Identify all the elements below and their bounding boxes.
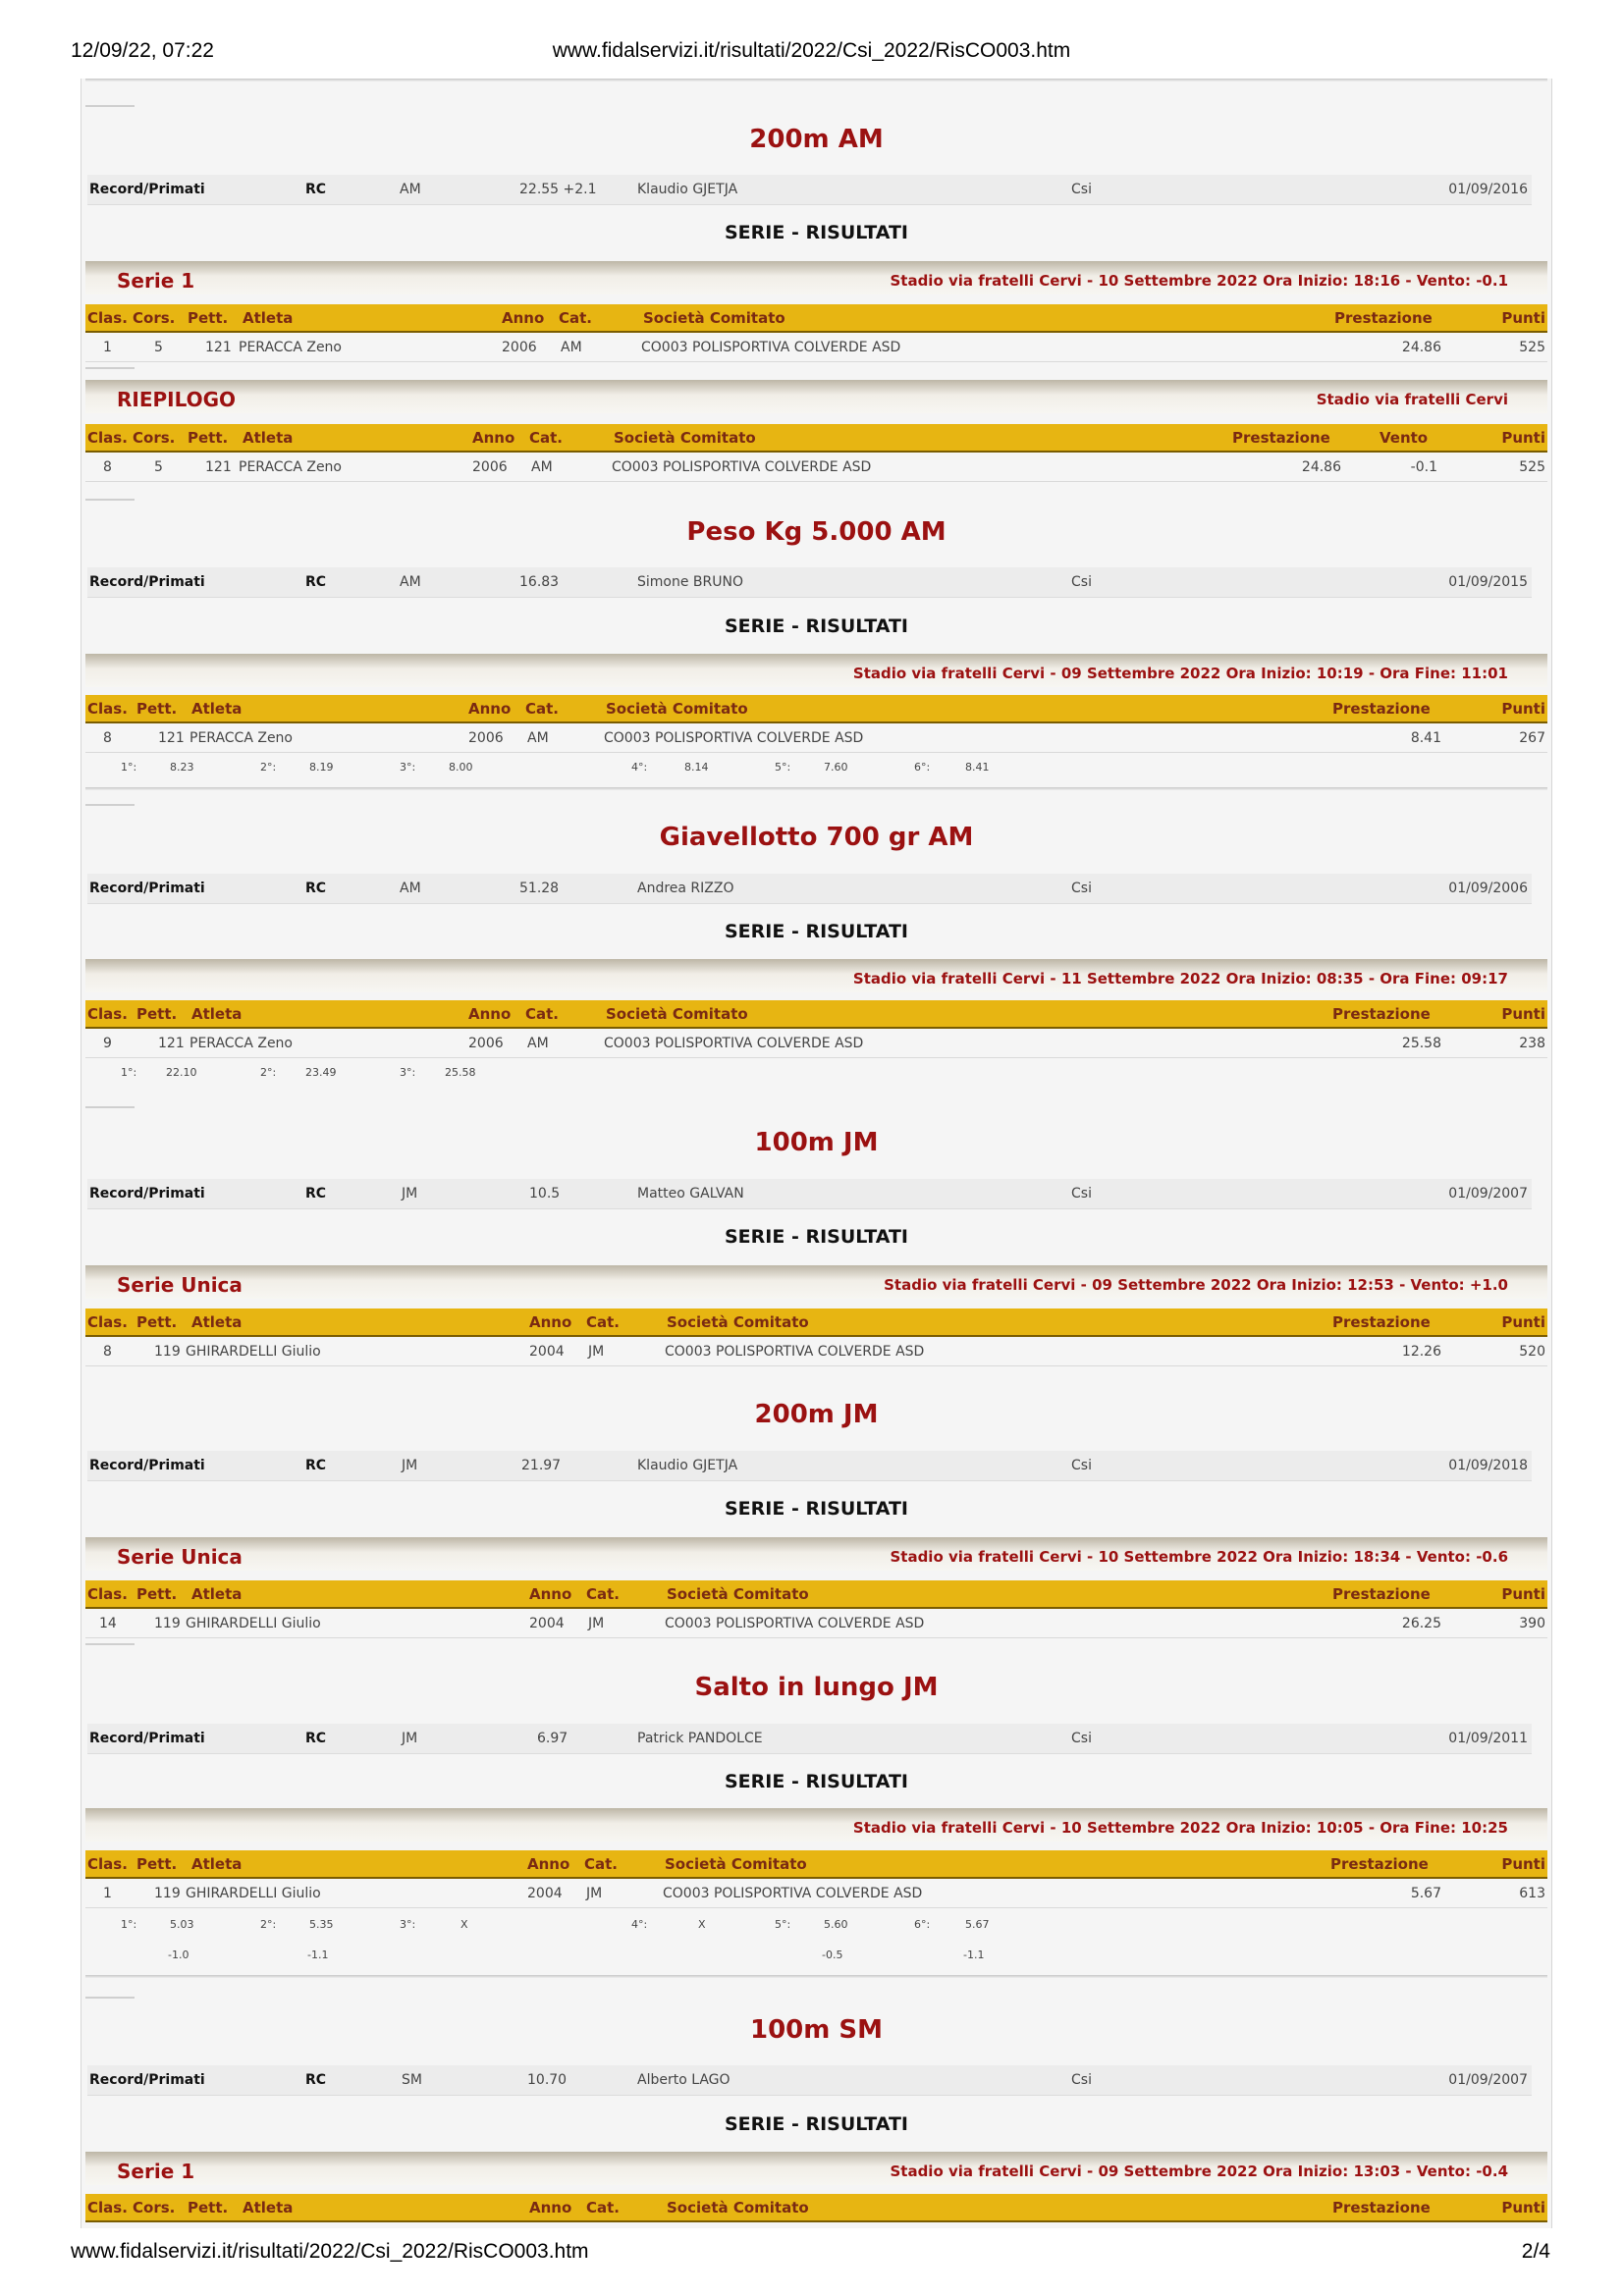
cell-atleta: PERACCA Zeno: [239, 459, 342, 475]
col-cors: Cors.: [133, 309, 176, 327]
cell-pett: 121: [158, 730, 185, 746]
record-athlete: Matteo GALVAN: [637, 1186, 744, 1201]
col-prestazione: Prestazione: [1330, 1855, 1429, 1873]
record-athlete: Alberto LAGO: [637, 2072, 730, 2088]
cell-societa: CO003 POLISPORTIVA COLVERDE ASD: [641, 340, 901, 355]
cell-clas: 14: [99, 1616, 117, 1631]
cell-prestazione: 26.25: [1401, 1616, 1441, 1631]
record-row: [87, 567, 1532, 598]
col-punti: Punti: [1501, 1585, 1545, 1603]
record-row: [87, 175, 1532, 205]
col-cat: Cat.: [586, 2199, 620, 2216]
cell-prestazione: 24.86: [1401, 340, 1441, 355]
divider: [85, 105, 135, 107]
col-atleta: Atleta: [243, 2199, 294, 2216]
attempt-value: 5.35: [309, 1918, 334, 1931]
print-footer: [0, 2240, 1623, 2269]
record-type: RC: [305, 2072, 327, 2088]
cell-prestazione: 5.67: [1410, 1886, 1441, 1901]
cell-punti: 613: [1519, 1886, 1545, 1901]
attempt-label: 1°:: [121, 1066, 137, 1079]
table-row: [85, 1880, 1547, 1908]
col-anno: Anno: [468, 1005, 512, 1023]
record-value: 51.28: [519, 881, 560, 896]
cell-cat: AM: [527, 730, 549, 746]
record-label: Record/Primati: [89, 881, 205, 896]
cell-clas: 1: [103, 1886, 112, 1901]
attempt-label: 2°:: [260, 1918, 277, 1931]
cell-clas: 8: [103, 459, 112, 475]
cell-societa: CO003 POLISPORTIVA COLVERDE ASD: [604, 730, 864, 746]
attempt-label: 4°:: [631, 1918, 648, 1931]
attempt-label: 2°:: [260, 761, 277, 774]
divider: [85, 1975, 1547, 1978]
record-date: 01/09/2007: [1448, 2072, 1528, 2088]
record-date: 01/09/2011: [1448, 1731, 1528, 1746]
cell-prestazione: 25.58: [1401, 1036, 1441, 1051]
serie-band: [85, 959, 1547, 992]
cell-anno: 2004: [527, 1886, 563, 1901]
attempt-value: 8.23: [170, 761, 194, 774]
record-label: Record/Primati: [89, 1731, 205, 1746]
cell-prestazione: 8.41: [1410, 730, 1441, 746]
record-date: 01/09/2006: [1448, 881, 1528, 896]
attempt-label: 3°:: [400, 761, 416, 774]
print-datetime: 12/09/22, 07:22: [71, 39, 214, 62]
results-table-header: [85, 2194, 1547, 2222]
attempt-wind: -1.0: [168, 1949, 189, 1961]
col-societa: Società Comitato: [643, 309, 785, 327]
serie-name: Serie Unica: [117, 1273, 243, 1297]
col-pett: Pett.: [188, 429, 229, 447]
col-clas: Clas.: [87, 429, 128, 447]
section-heading: SERIE - RISULTATI: [725, 2113, 908, 2135]
divider: [85, 367, 135, 369]
record-category: JM: [402, 1186, 418, 1201]
cell-societa: CO003 POLISPORTIVA COLVERDE ASD: [663, 1886, 923, 1901]
record-row: [87, 1179, 1532, 1209]
attempt-value: 8.19: [309, 761, 334, 774]
serie-band: [85, 2152, 1547, 2185]
attempt-value: 25.58: [445, 1066, 476, 1079]
attempt-value: 5.03: [170, 1918, 194, 1931]
col-punti: Punti: [1501, 700, 1545, 718]
record-row: [87, 2065, 1532, 2096]
record-value: 22.55 +2.1: [519, 182, 597, 197]
record-category: AM: [400, 182, 421, 197]
record-label: Record/Primati: [89, 182, 205, 197]
serie-name: Serie Unica: [117, 1545, 243, 1569]
cell-clas: 8: [103, 1344, 112, 1360]
cell-anno: 2006: [468, 730, 504, 746]
record-category: SM: [402, 2072, 422, 2088]
attempt-value: 8.41: [965, 761, 990, 774]
col-cat: Cat.: [529, 429, 563, 447]
col-atleta: Atleta: [191, 700, 243, 718]
col-prestazione: Prestazione: [1232, 429, 1330, 447]
record-date: 01/09/2015: [1448, 574, 1528, 590]
record-label: Record/Primati: [89, 1458, 205, 1473]
serie-band: [85, 1537, 1547, 1571]
results-table-header: [85, 1308, 1547, 1337]
print-header: [0, 39, 1623, 69]
col-clas: Clas.: [87, 1005, 128, 1023]
cell-atleta: GHIRARDELLI Giulio: [186, 1616, 321, 1631]
section-heading: SERIE - RISULTATI: [725, 1498, 908, 1520]
attempt-label: 3°:: [400, 1918, 416, 1931]
record-type: RC: [305, 1186, 327, 1201]
col-prestazione: Prestazione: [1334, 309, 1433, 327]
record-place: Csi: [1071, 1731, 1092, 1746]
attempt-label: 1°:: [121, 1918, 137, 1931]
cell-cors: 5: [154, 459, 163, 475]
cell-cat: JM: [586, 1886, 603, 1901]
col-anno: Anno: [529, 2199, 572, 2216]
attempts-row: [85, 1059, 1547, 1087]
col-pett: Pett.: [188, 2199, 229, 2216]
record-athlete: Simone BRUNO: [637, 574, 743, 590]
cell-pett: 119: [154, 1616, 181, 1631]
divider: [85, 1997, 135, 1999]
cell-societa: CO003 POLISPORTIVA COLVERDE ASD: [604, 1036, 864, 1051]
record-row: [87, 1724, 1532, 1754]
col-prestazione: Prestazione: [1332, 1313, 1431, 1331]
col-cors: Cors.: [133, 429, 176, 447]
col-anno: Anno: [472, 429, 515, 447]
cell-societa: CO003 POLISPORTIVA COLVERDE ASD: [665, 1344, 925, 1360]
record-value: 21.97: [521, 1458, 562, 1473]
col-prestazione: Prestazione: [1332, 1585, 1431, 1603]
col-punti: Punti: [1501, 1313, 1545, 1331]
col-societa: Società Comitato: [667, 1313, 809, 1331]
serie-info: Stadio via fratelli Cervi - 09 Settembre 2022 Ora Inizio: 13:03 - Vento: -0.4: [890, 2163, 1508, 2180]
section-heading: SERIE - RISULTATI: [725, 222, 908, 243]
footer-url: www.fidalservizi.it/risultati/2022/Csi_2022/RisCO003.htm: [71, 2240, 589, 2263]
cell-anno: 2004: [529, 1344, 565, 1360]
cell-pett: 121: [158, 1036, 185, 1051]
cell-atleta: GHIRARDELLI Giulio: [186, 1344, 321, 1360]
serie-band: [85, 654, 1547, 687]
col-clas: Clas.: [87, 1855, 128, 1873]
attempt-value: 5.67: [965, 1918, 990, 1931]
record-place: Csi: [1071, 1458, 1092, 1473]
record-value: 10.5: [529, 1186, 561, 1201]
event-title: 100m JM: [754, 1128, 879, 1157]
print-url: www.fidalservizi.it/risultati/2022/Csi_2022/RisCO003.htm: [552, 39, 1071, 62]
col-cat: Cat.: [559, 309, 592, 327]
record-athlete: Patrick PANDOLCE: [637, 1731, 763, 1746]
table-row: [85, 1610, 1547, 1638]
attempts-wind-row: [85, 1942, 1547, 1969]
col-pett: Pett.: [136, 1005, 178, 1023]
event-title: Salto in lungo JM: [694, 1673, 939, 1702]
attempt-label: 4°:: [631, 761, 648, 774]
record-category: AM: [400, 574, 421, 590]
table-row: [85, 334, 1547, 362]
col-pett: Pett.: [136, 1855, 178, 1873]
record-type: RC: [305, 881, 327, 896]
cell-punti: 267: [1519, 730, 1545, 746]
table-row: [85, 1338, 1547, 1366]
attempts-row: [85, 754, 1547, 781]
results-table-header: [85, 1000, 1547, 1029]
col-clas: Clas.: [87, 309, 128, 327]
record-place: Csi: [1071, 182, 1092, 197]
cell-vento: -0.1: [1410, 459, 1437, 475]
results-sheet: [81, 79, 1552, 2228]
record-place: Csi: [1071, 2072, 1092, 2088]
attempts-row: [85, 1911, 1547, 1939]
attempt-wind: -1.1: [307, 1949, 329, 1961]
attempt-label: 3°:: [400, 1066, 416, 1079]
col-societa: Società Comitato: [614, 429, 756, 447]
cell-punti: 238: [1519, 1036, 1545, 1051]
record-category: JM: [402, 1731, 418, 1746]
record-value: 16.83: [519, 574, 560, 590]
cell-cat: JM: [588, 1344, 605, 1360]
record-row: [87, 874, 1532, 904]
divider: [85, 1643, 135, 1645]
col-prestazione: Prestazione: [1332, 2199, 1431, 2216]
attempt-label: 5°:: [775, 1918, 791, 1931]
cell-prestazione: 12.26: [1401, 1344, 1441, 1360]
record-value: 6.97: [537, 1731, 568, 1746]
col-societa: Società Comitato: [667, 1585, 809, 1603]
record-athlete: Klaudio GJETJA: [637, 182, 738, 197]
record-place: Csi: [1071, 574, 1092, 590]
attempt-label: 1°:: [121, 761, 137, 774]
record-athlete: Klaudio GJETJA: [637, 1458, 738, 1473]
divider: [85, 499, 135, 501]
results-table-header: [85, 1580, 1547, 1609]
record-category: AM: [400, 881, 421, 896]
cell-pett: 119: [154, 1344, 181, 1360]
attempt-value: 8.14: [684, 761, 709, 774]
serie-name: Serie 1: [117, 269, 195, 293]
record-type: RC: [305, 1731, 327, 1746]
section-heading: SERIE - RISULTATI: [725, 1226, 908, 1248]
cell-clas: 1: [103, 340, 112, 355]
col-anno: Anno: [527, 1855, 570, 1873]
divider: [85, 787, 1547, 790]
cell-atleta: PERACCA Zeno: [189, 730, 293, 746]
record-date: 01/09/2007: [1448, 1186, 1528, 1201]
col-atleta: Atleta: [243, 429, 294, 447]
col-clas: Clas.: [87, 1313, 128, 1331]
cell-societa: CO003 POLISPORTIVA COLVERDE ASD: [665, 1616, 925, 1631]
event-title: Giavellotto 700 gr AM: [659, 823, 974, 852]
col-atleta: Atleta: [191, 1005, 243, 1023]
section-heading: SERIE - RISULTATI: [725, 921, 908, 942]
cell-punti: 525: [1519, 340, 1545, 355]
col-pett: Pett.: [136, 1313, 178, 1331]
col-punti: Punti: [1501, 429, 1545, 447]
event-title: Peso Kg 5.000 AM: [686, 517, 947, 547]
col-societa: Società Comitato: [667, 2199, 809, 2216]
col-punti: Punti: [1501, 309, 1545, 327]
record-category: JM: [402, 1458, 418, 1473]
table-row: [85, 724, 1547, 753]
results-table-header: [85, 1850, 1547, 1879]
record-date: 01/09/2018: [1448, 1458, 1528, 1473]
col-clas: Clas.: [87, 700, 128, 718]
serie-name: Serie 1: [117, 2160, 195, 2183]
col-atleta: Atleta: [191, 1855, 243, 1873]
col-clas: Clas.: [87, 2199, 128, 2216]
serie-info: Stadio via fratelli Cervi - 09 Settembre 2022 Ora Inizio: 10:19 - Ora Fine: 11:01: [852, 665, 1508, 682]
col-anno: Anno: [468, 700, 512, 718]
riepilogo-info: Stadio via fratelli Cervi: [1316, 391, 1508, 408]
cell-cat: AM: [531, 459, 553, 475]
cell-punti: 390: [1519, 1616, 1545, 1631]
col-cat: Cat.: [584, 1855, 618, 1873]
riepilogo-name: RIEPILOGO: [117, 388, 237, 411]
attempt-value: 8.00: [449, 761, 473, 774]
record-place: Csi: [1071, 881, 1092, 896]
divider: [85, 804, 135, 806]
cell-punti: 520: [1519, 1344, 1545, 1360]
serie-info: Stadio via fratelli Cervi - 11 Settembre 2022 Ora Inizio: 08:35 - Ora Fine: 09:17: [852, 970, 1508, 988]
col-anno: Anno: [502, 309, 545, 327]
serie-band: [85, 1265, 1547, 1299]
cell-societa: CO003 POLISPORTIVA COLVERDE ASD: [612, 459, 872, 475]
record-athlete: Andrea RIZZO: [637, 881, 734, 896]
cell-pett: 119: [154, 1886, 181, 1901]
cell-anno: 2006: [502, 340, 537, 355]
riepilogo-table-header: [85, 424, 1547, 453]
attempt-wind: -0.5: [822, 1949, 843, 1961]
col-societa: Società Comitato: [606, 1005, 748, 1023]
section-heading: SERIE - RISULTATI: [725, 615, 908, 637]
col-prestazione: Prestazione: [1332, 700, 1431, 718]
divider: [85, 1106, 135, 1108]
serie-band: [85, 261, 1547, 294]
divider: [85, 79, 1547, 81]
attempt-label: 6°:: [914, 761, 931, 774]
results-table-header: [85, 695, 1547, 723]
col-cat: Cat.: [525, 1005, 559, 1023]
col-societa: Società Comitato: [665, 1855, 807, 1873]
col-cors: Cors.: [133, 2199, 176, 2216]
col-atleta: Atleta: [243, 309, 294, 327]
attempt-label: 5°:: [775, 761, 791, 774]
cell-anno: 2004: [529, 1616, 565, 1631]
col-vento: Vento: [1380, 429, 1429, 447]
record-type: RC: [305, 182, 327, 197]
cell-pett: 121: [205, 340, 232, 355]
cell-cors: 5: [154, 340, 163, 355]
record-row: [87, 1451, 1532, 1481]
col-pett: Pett.: [136, 1585, 178, 1603]
results-table-header: [85, 304, 1547, 333]
col-pett: Pett.: [136, 700, 178, 718]
attempt-value: 23.49: [305, 1066, 337, 1079]
cell-atleta: GHIRARDELLI Giulio: [186, 1886, 321, 1901]
serie-info: Stadio via fratelli Cervi - 10 Settembre 2022 Ora Inizio: 10:05 - Ora Fine: 10:25: [852, 1819, 1508, 1837]
record-label: Record/Primati: [89, 574, 205, 590]
table-row: [85, 1030, 1547, 1058]
section-heading: SERIE - RISULTATI: [725, 1771, 908, 1792]
attempt-label: 2°:: [260, 1066, 277, 1079]
serie-info: Stadio via fratelli Cervi - 09 Settembre 2022 Ora Inizio: 12:53 - Vento: +1.0: [884, 1276, 1508, 1294]
col-pett: Pett.: [188, 309, 229, 327]
page-number: 2/4: [1521, 2240, 1550, 2263]
col-cat: Cat.: [586, 1585, 620, 1603]
attempt-value: X: [698, 1918, 706, 1931]
record-label: Record/Primati: [89, 2072, 205, 2088]
col-punti: Punti: [1501, 1005, 1545, 1023]
cell-prestazione: 24.86: [1301, 459, 1341, 475]
serie-info: Stadio via fratelli Cervi - 10 Settembre 2022 Ora Inizio: 18:16 - Vento: -0.1: [890, 272, 1508, 290]
col-clas: Clas.: [87, 1585, 128, 1603]
cell-anno: 2006: [468, 1036, 504, 1051]
col-societa: Società Comitato: [606, 700, 748, 718]
record-type: RC: [305, 574, 327, 590]
attempt-wind: -1.1: [963, 1949, 985, 1961]
col-anno: Anno: [529, 1585, 572, 1603]
record-type: RC: [305, 1458, 327, 1473]
table-row: [85, 454, 1547, 482]
col-punti: Punti: [1501, 2199, 1545, 2216]
attempt-value: X: [460, 1918, 468, 1931]
cell-cat: AM: [561, 340, 582, 355]
attempt-value: 5.60: [824, 1918, 848, 1931]
col-cat: Cat.: [586, 1313, 620, 1331]
col-prestazione: Prestazione: [1332, 1005, 1431, 1023]
record-value: 10.70: [527, 2072, 568, 2088]
attempt-value: 22.10: [166, 1066, 197, 1079]
record-date: 01/09/2016: [1448, 182, 1528, 197]
serie-band: [85, 1808, 1547, 1842]
cell-cat: AM: [527, 1036, 549, 1051]
col-atleta: Atleta: [191, 1313, 243, 1331]
cell-atleta: PERACCA Zeno: [189, 1036, 293, 1051]
attempt-value: 7.60: [824, 761, 848, 774]
col-atleta: Atleta: [191, 1585, 243, 1603]
col-punti: Punti: [1501, 1855, 1545, 1873]
event-title: 100m SM: [749, 2015, 883, 2045]
cell-clas: 9: [103, 1036, 112, 1051]
record-place: Csi: [1071, 1186, 1092, 1201]
col-anno: Anno: [529, 1313, 572, 1331]
cell-atleta: PERACCA Zeno: [239, 340, 342, 355]
attempt-label: 6°:: [914, 1918, 931, 1931]
col-cat: Cat.: [525, 700, 559, 718]
cell-cat: JM: [588, 1616, 605, 1631]
event-title: 200m AM: [749, 125, 884, 154]
cell-anno: 2006: [472, 459, 508, 475]
event-title: 200m JM: [754, 1400, 879, 1429]
serie-info: Stadio via fratelli Cervi - 10 Settembre 2022 Ora Inizio: 18:34 - Vento: -0.6: [890, 1548, 1508, 1566]
riepilogo-band: [85, 380, 1547, 413]
cell-punti: 525: [1519, 459, 1545, 475]
record-label: Record/Primati: [89, 1186, 205, 1201]
cell-clas: 8: [103, 730, 112, 746]
cell-pett: 121: [205, 459, 232, 475]
